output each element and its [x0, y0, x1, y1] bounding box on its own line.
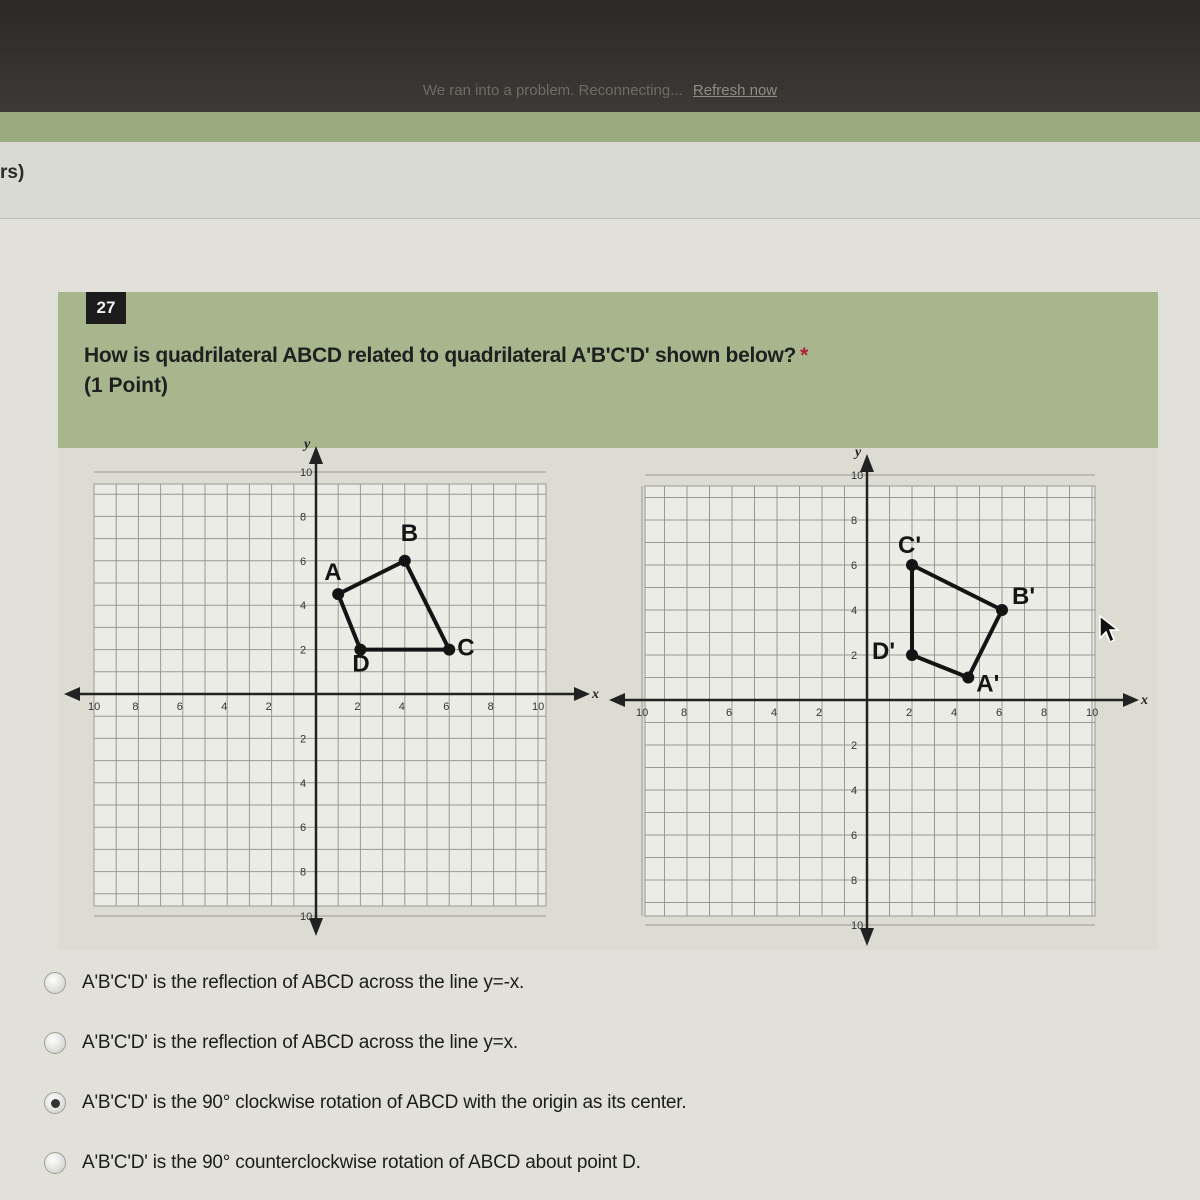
y-tick-label: 8 [851, 515, 858, 527]
header-partial-text: rs) [0, 162, 25, 183]
option-label: A'B'C'D' is the 90° clockwise rotation of ABCD with the origin as its center. [82, 1092, 687, 1113]
radio-button[interactable] [44, 1092, 66, 1114]
y-tick-label: 8 [851, 875, 858, 887]
x-tick-label: 8 [132, 701, 139, 713]
y-tick-label: 2 [851, 740, 858, 752]
x-axis-arrow-left-icon [64, 687, 80, 701]
x-tick-label: 4 [771, 707, 778, 719]
y-axis-label: y [304, 437, 311, 452]
option-reflection-y-x[interactable] [44, 1026, 518, 1060]
question-header [58, 292, 1158, 448]
vertex-label: A [324, 559, 342, 587]
vertex-label: B' [1012, 583, 1036, 610]
vertex-point [962, 672, 974, 684]
x-tick-label: 2 [906, 707, 913, 719]
reconnect-message: We ran into a problem. Reconnecting... [422, 82, 683, 99]
vertex-point [332, 588, 344, 600]
x-tick-label: 10 [636, 707, 649, 719]
x-tick-label: 10 [1086, 707, 1099, 719]
x-tick-label: 2 [354, 701, 361, 713]
x-tick-label: 10 [88, 701, 101, 713]
x-axis-arrow-right-icon [574, 687, 590, 701]
y-tick-label: 6 [851, 560, 858, 572]
x-tick-label: 2 [265, 701, 272, 713]
vertex-label: B [400, 519, 419, 547]
y-tick-label: 4 [300, 600, 307, 613]
x-axis-arrow-left-icon [609, 693, 625, 707]
x-axis-label: x [592, 687, 599, 702]
x-tick-label: 6 [996, 707, 1003, 719]
y-tick-label: 6 [851, 830, 858, 842]
question-text: How is quadrilateral ABCD related to quadrilateral A'B'C'D' shown below? [84, 344, 797, 367]
y-tick-label: 8 [300, 511, 307, 524]
y-tick-label: 2 [300, 644, 307, 657]
graph-original [60, 436, 600, 936]
y-tick-label: 2 [300, 733, 307, 746]
vertex-label: C' [898, 532, 922, 559]
header-band [0, 112, 1200, 142]
y-axis-label: y [855, 445, 862, 460]
x-tick-label: 8 [487, 701, 494, 713]
option-label: A'B'C'D' is the reflection of ABCD across the line y=-x. [82, 972, 525, 993]
y-tick-label: 4 [300, 777, 307, 790]
option-label: A'B'C'D' is the reflection of ABCD across the line y=x. [82, 1032, 518, 1053]
vertex-label: C [457, 634, 475, 662]
vertex-point [399, 555, 411, 567]
option-label: A'B'C'D' is the 90° counterclockwise rotation of ABCD about point D. [82, 1152, 641, 1173]
x-tick-label: 10 [532, 701, 545, 713]
y-tick-label: 6 [300, 822, 307, 835]
radio-button[interactable] [44, 1032, 66, 1054]
question-points: (1 Point) [84, 374, 168, 397]
x-tick-label: 4 [221, 701, 228, 713]
option-rotation-clockwise-origin[interactable] [44, 1086, 686, 1120]
x-tick-label: 8 [681, 707, 688, 719]
y-axis-arrow-up-icon [309, 446, 323, 464]
x-tick-label: 8 [1041, 707, 1048, 719]
y-tick-label: 10 [851, 920, 864, 932]
vertex-label: D' [872, 638, 896, 665]
top-bar [0, 0, 1200, 112]
vertex-point [996, 604, 1008, 616]
vertex-label: D [352, 650, 370, 678]
y-tick-label: 6 [300, 555, 307, 568]
option-rotation-counterclockwise-d[interactable] [44, 1146, 641, 1180]
x-tick-label: 4 [951, 707, 958, 719]
refresh-now-link[interactable]: Refresh now [692, 82, 778, 99]
form-header [0, 142, 1200, 219]
y-tick-label: 10 [300, 911, 313, 923]
y-tick-label: 4 [851, 605, 858, 617]
y-tick-label: 8 [300, 866, 307, 879]
reconnect-banner [0, 82, 1200, 99]
mouse-cursor-icon [1098, 614, 1120, 644]
option-reflection-y-neg-x[interactable] [44, 966, 524, 1000]
question-number: 27 [86, 292, 126, 324]
x-axis-arrow-right-icon [1123, 693, 1139, 707]
vertex-point [443, 644, 455, 656]
y-tick-label: 4 [851, 785, 858, 797]
vertex-point [906, 559, 918, 571]
x-tick-label: 6 [176, 701, 183, 713]
graph-image [605, 444, 1155, 944]
x-tick-label: 6 [726, 707, 733, 719]
radio-button[interactable] [44, 972, 66, 994]
vertex-point [906, 649, 918, 661]
x-tick-label: 4 [398, 701, 405, 713]
required-mark: * [800, 344, 808, 367]
question-title [84, 344, 808, 368]
y-tick-label: 2 [851, 650, 858, 662]
x-tick-label: 2 [816, 707, 823, 719]
y-tick-label: 10 [851, 470, 864, 482]
y-tick-label: 10 [300, 467, 313, 479]
vertex-label: A' [976, 670, 1000, 698]
x-axis-label: x [1141, 693, 1148, 708]
radio-button[interactable] [44, 1152, 66, 1174]
x-tick-label: 6 [443, 701, 450, 713]
